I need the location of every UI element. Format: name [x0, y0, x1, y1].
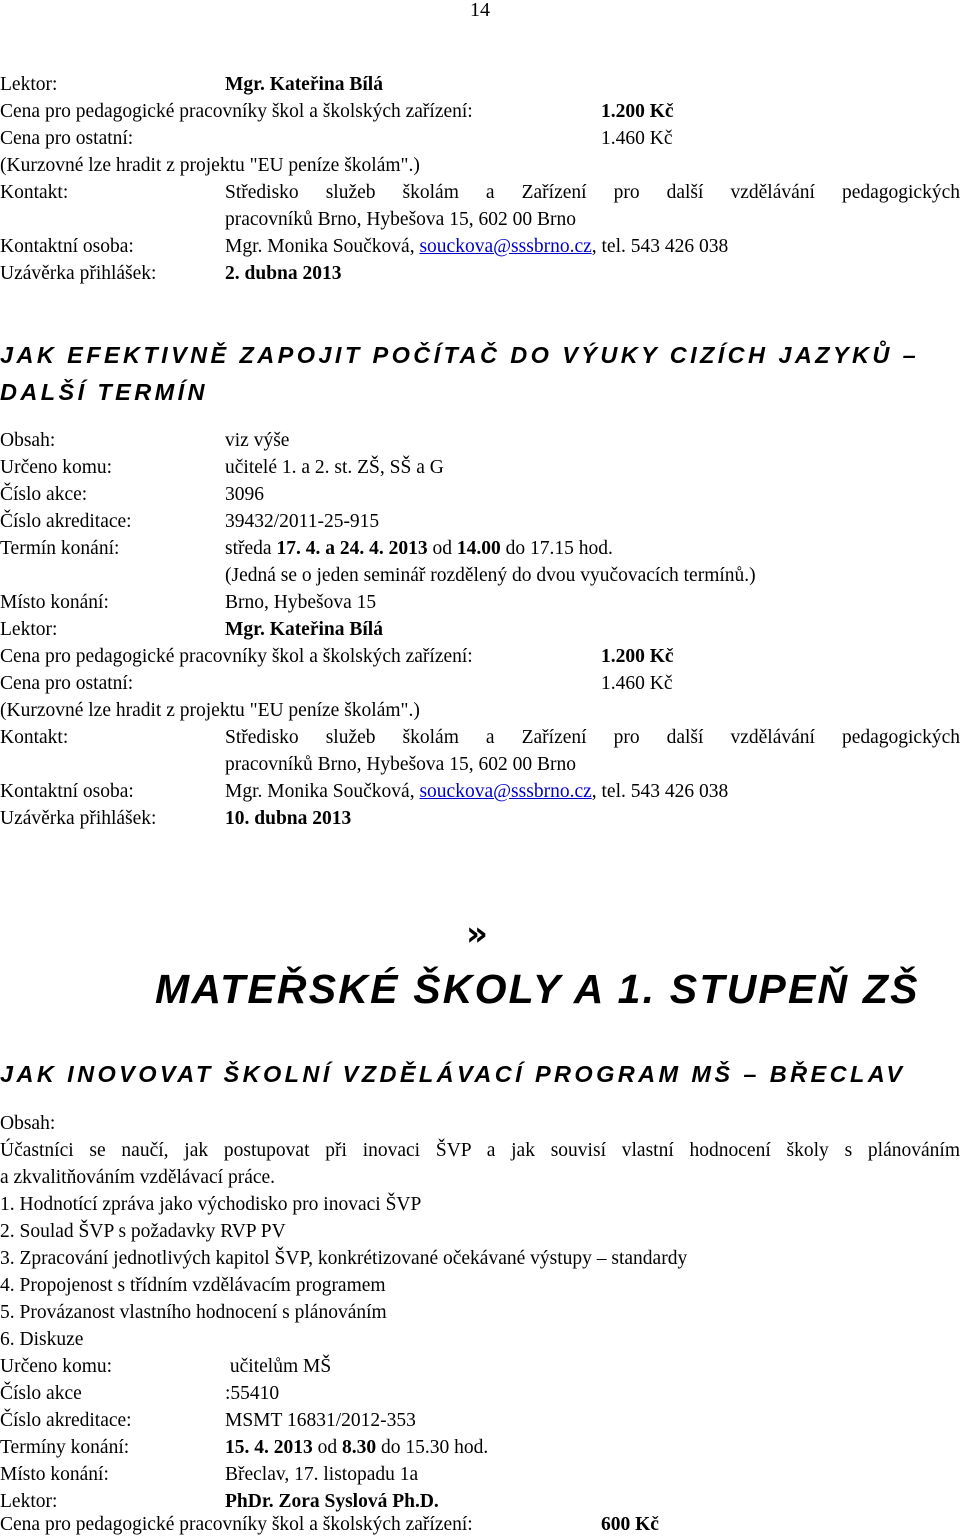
course2-terminy-row — [0, 1434, 960, 1461]
lektor-label: Lektor: — [0, 1491, 58, 1512]
list-item-text: 1. Hodnotící zpráva jako východisko pro inovaci ŠVP — [0, 1194, 422, 1215]
course2-heading: JAK INOVOVAT ŠKOLNÍ VZDĚLÁVACÍ PROGRAM MŠ – BŘECLAV — [0, 1061, 906, 1087]
price-teachers-value: 600 Kč — [601, 1514, 659, 1535]
deadline-label: Uzávěrka přihlášek: — [0, 263, 157, 284]
obsah-label: Obsah: — [0, 430, 56, 451]
course2-intro-row1 — [0, 1137, 960, 1164]
section-title: MATEŘSKÉ ŠKOLY A 1. STUPEŇ ZŠ — [155, 966, 920, 1012]
terminy-date: 15. 4. 2013 — [225, 1437, 313, 1458]
price-teachers-label: Cena pro pedagogické pracovníky škol a školských zařízení: — [0, 101, 473, 122]
lektor-value: Mgr. Kateřina Bílá — [225, 619, 383, 640]
list-item — [0, 1299, 960, 1326]
course1-price-others-row — [0, 670, 960, 697]
course1-heading-line1: JAK EFEKTIVNĚ ZAPOJIT POČÍTAČ DO VÝUKY CIZÍCH JAZYKŮ – — [0, 342, 920, 368]
course1-termin-row — [0, 535, 960, 562]
course1-contact-person-row — [0, 778, 960, 805]
course1-heading-line2: DALŠÍ TERMÍN — [0, 379, 208, 405]
intro-line1: Účastníci se naučí, jak postupovat při inovaci ŠVP a jak souvisí vlastní hodnocení školy s plánováním — [0, 1140, 960, 1161]
list-item-text: 3. Zpracování jednotlivých kapitol ŠVP, konkrétizované očekávané výstupy – standardy — [0, 1248, 688, 1269]
lektor-value: Mgr. Kateřina Bílá — [225, 74, 383, 95]
urceno-value: učitelům MŠ — [225, 1356, 332, 1377]
contact-label: Kontakt: — [0, 727, 69, 748]
list-item — [0, 1272, 960, 1299]
contact-person-value — [225, 233, 728, 260]
urceno-label: Určeno komu: — [0, 1356, 113, 1377]
obsah-label: Obsah: — [0, 1113, 56, 1134]
contact-person-label: Kontaktní osoba: — [0, 236, 134, 257]
top-contact-person-row — [0, 233, 960, 260]
akreditace-label: Číslo akreditace: — [0, 511, 132, 532]
top-price-teachers-row — [0, 98, 960, 125]
course1-akreditace-row — [0, 508, 960, 535]
price-teachers-label: Cena pro pedagogické pracovníky škol a školských zařízení: — [0, 646, 473, 667]
misto-label: Místo konání: — [0, 1464, 109, 1485]
termin-from: 14.00 — [456, 538, 501, 559]
intro-line2: a zkvalitňováním vzdělávací práce. — [0, 1167, 276, 1188]
termin-label: Termín konání: — [0, 538, 120, 559]
contact-person-name: Mgr. Monika Součková, — [225, 781, 420, 802]
list-item — [0, 1218, 960, 1245]
termin-value — [225, 535, 613, 562]
course1-obsah-row — [0, 427, 960, 454]
misto-value: Břeclav, 17. listopadu 1a — [225, 1464, 419, 1485]
urceno-label: Určeno komu: — [0, 457, 113, 478]
list-item-text: 5. Provázanost vlastního hodnocení s plánováním — [0, 1302, 387, 1323]
price-teachers-value: 1.200 Kč — [601, 646, 674, 667]
terminy-from: 8.30 — [342, 1437, 377, 1458]
lektor-label: Lektor: — [0, 619, 58, 640]
list-item-text: 6. Diskuze — [0, 1329, 84, 1350]
course2-akreditace-row — [0, 1407, 960, 1434]
list-item — [0, 1245, 960, 1272]
course1-urceno-row — [0, 454, 960, 481]
deadline-label: Uzávěrka přihlášek: — [0, 808, 157, 829]
price-others-label: Cena pro ostatní: — [0, 673, 134, 694]
course2-obsah-row — [0, 1110, 960, 1137]
funding-note: (Kurzovné lze hradit z projektu "EU peníze školám".) — [0, 155, 420, 176]
akreditace-label: Číslo akreditace: — [0, 1410, 132, 1431]
lektor-value: PhDr. Zora Syslová Ph.D. — [225, 1491, 439, 1512]
deadline-value: 2. dubna 2013 — [225, 263, 342, 284]
funding-note: (Kurzovné lze hradit z projektu "EU peníze školám".) — [0, 700, 420, 721]
top-funding-note-row — [0, 152, 960, 179]
urceno-value: učitelé 1. a 2. st. ZŠ, SŠ a G — [225, 457, 444, 478]
terminy-label: Termíny konání: — [0, 1437, 130, 1458]
price-teachers-label: Cena pro pedagogické pracovníky škol a školských zařízení: — [0, 1514, 473, 1535]
course1-misto-row — [0, 589, 960, 616]
course1-funding-note-row — [0, 697, 960, 724]
course2-misto-row — [0, 1461, 960, 1488]
terminy-to: do 15.30 hod. — [376, 1437, 489, 1458]
price-others-value: 1.460 Kč — [601, 128, 673, 149]
contact-line2: pracovníků Brno, Hybešova 15, 602 00 Brno — [225, 754, 576, 775]
akreditace-value: 39432/2011-25-915 — [225, 511, 380, 532]
price-others-value: 1.460 Kč — [601, 673, 673, 694]
termin-dates: 17. 4. a 24. 4. 2013 — [276, 538, 428, 559]
course2-cislo-akce-row — [0, 1380, 960, 1407]
contact-email-link[interactable]: souckova@sssbrno.cz — [419, 236, 592, 257]
terminy-od: od — [312, 1437, 342, 1458]
top-contact-row — [0, 179, 960, 206]
price-teachers-value: 1.200 Kč — [601, 101, 674, 122]
course1-cislo-akce-row — [0, 481, 960, 508]
obsah-value: viz výše — [225, 430, 290, 451]
course1-lektor-row — [0, 616, 960, 643]
list-item — [0, 1326, 960, 1353]
termin-to: do 17.15 hod. — [500, 538, 613, 559]
course1-price-teachers-row — [0, 643, 960, 670]
course1-deadline-row — [0, 805, 960, 832]
contact-line2: pracovníků Brno, Hybešova 15, 602 00 Brno — [225, 209, 576, 230]
akreditace-value: MSMT 16831/2012-353 — [225, 1410, 416, 1431]
termin-day: středa — [225, 538, 277, 559]
page-number: 14 — [470, 0, 490, 21]
contact-person-label: Kontaktní osoba: — [0, 781, 134, 802]
deadline-value: 10. dubna 2013 — [225, 808, 352, 829]
cislo-akce-value: :55410 — [225, 1383, 280, 1404]
course1-termin-note-row — [0, 562, 960, 589]
section-chevron-icon: » — [466, 914, 488, 954]
course2-intro-row2 — [0, 1164, 960, 1191]
misto-label: Místo konání: — [0, 592, 109, 613]
contact-line1: Středisko služeb školám a Zařízení pro další vzdělávání pedagogických — [225, 727, 960, 748]
course1-contact-row — [0, 724, 960, 751]
list-item — [0, 1191, 960, 1218]
price-others-label: Cena pro ostatní: — [0, 128, 134, 149]
termin-note: (Jedná se o jeden seminář rozdělený do dvou vyučovacích termínů.) — [225, 565, 756, 586]
top-price-others-row — [0, 125, 960, 152]
contact-label: Kontakt: — [0, 182, 69, 203]
course2-price-teachers-row — [0, 1511, 960, 1538]
cislo-akce-value: 3096 — [225, 484, 264, 505]
misto-value: Brno, Hybešova 15 — [225, 592, 377, 613]
terminy-value — [225, 1434, 488, 1461]
course2-urceno-row — [0, 1353, 960, 1380]
contact-line1: Středisko služeb školám a Zařízení pro další vzdělávání pedagogických — [225, 182, 960, 203]
course1-contact-row2 — [0, 751, 960, 778]
top-contact-row2 — [0, 206, 960, 233]
contact-phone: , tel. 543 426 038 — [591, 236, 729, 257]
list-item-text: 4. Propojenost s třídním vzdělávacím programem — [0, 1275, 386, 1296]
termin-od: od — [427, 538, 457, 559]
cislo-akce-label: Číslo akce — [0, 1383, 82, 1404]
lektor-label: Lektor: — [0, 74, 58, 95]
contact-person-name: Mgr. Monika Součková, — [225, 236, 420, 257]
contact-email-link[interactable]: souckova@sssbrno.cz — [419, 781, 592, 802]
top-lektor-row — [0, 71, 960, 98]
top-deadline-row — [0, 260, 960, 287]
cislo-akce-label: Číslo akce: — [0, 484, 88, 505]
list-item-text: 2. Soulad ŠVP s požadavky RVP PV — [0, 1221, 286, 1242]
contact-person-value — [225, 778, 728, 805]
contact-phone: , tel. 543 426 038 — [591, 781, 729, 802]
